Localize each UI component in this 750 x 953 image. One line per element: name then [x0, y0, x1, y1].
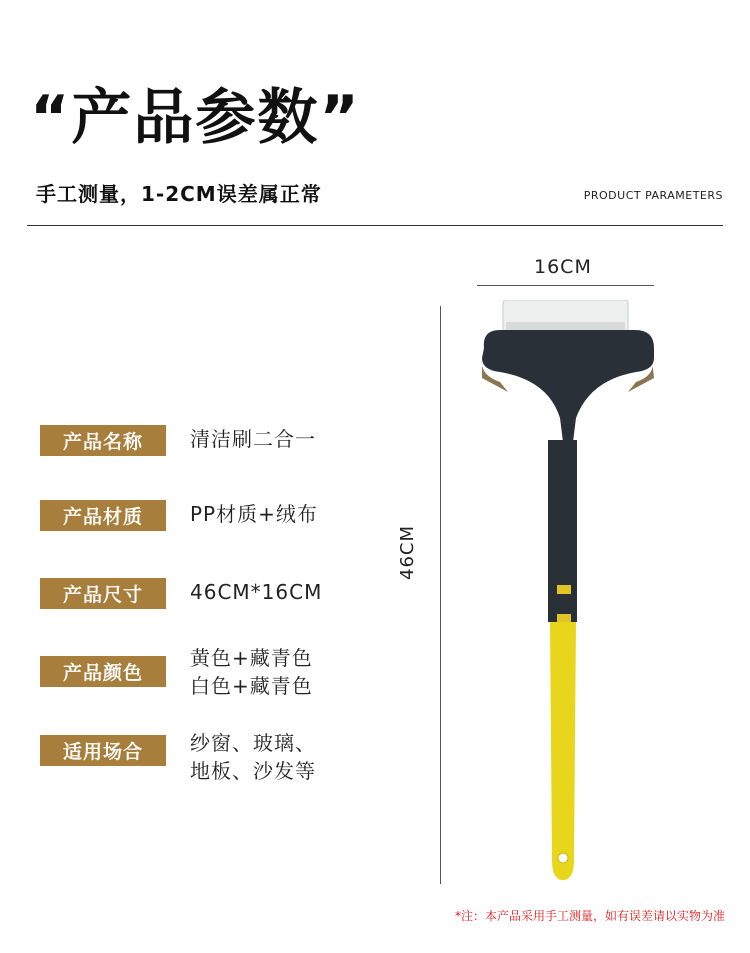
- spec-value: [190, 578, 322, 606]
- spec-label: 产品尺寸: [40, 578, 166, 609]
- spec-value-line: PP材质+绒布: [190, 502, 318, 526]
- height-dimension-line: [440, 306, 441, 884]
- height-dimension-label: 46CM: [397, 524, 418, 580]
- cleaning-brush-image: [470, 300, 670, 890]
- spec-value: [190, 729, 316, 785]
- spec-value-line: 白色+藏青色: [190, 674, 313, 698]
- page-subtitle: 手工测量，1-2CM误差属正常: [36, 182, 322, 206]
- english-caption: PRODUCT PARAMETERS: [583, 189, 723, 202]
- spec-label: 产品颜色: [40, 656, 166, 687]
- page-title: “产品参数”: [30, 83, 361, 153]
- spec-label: 适用场合: [40, 735, 166, 766]
- spec-row-color: [40, 646, 313, 700]
- spec-value: [190, 500, 318, 528]
- spec-value: [190, 644, 313, 700]
- spec-value-line: 地板、沙发等: [190, 759, 316, 783]
- spec-value-line: 纱窗、玻璃、: [190, 731, 316, 755]
- width-dimension-line: [477, 285, 654, 286]
- spec-value-line: 46CM*16CM: [190, 580, 323, 604]
- width-dimension-label: 16CM: [534, 256, 592, 278]
- spec-value-line: 清洁刷二合一: [190, 427, 316, 451]
- spec-row-material: [40, 500, 318, 531]
- header-divider: [27, 225, 723, 226]
- spec-label: 产品材质: [40, 500, 166, 531]
- spec-value: [190, 425, 316, 453]
- spec-row-usage: [40, 731, 316, 785]
- spec-row-name: [40, 425, 316, 456]
- footer-note: *注：本产品采用手工测量，如有误差请以实物为准: [454, 909, 725, 923]
- spec-value-line: 黄色+藏青色: [190, 646, 313, 670]
- spec-row-size: [40, 578, 322, 609]
- spec-label: 产品名称: [40, 425, 166, 456]
